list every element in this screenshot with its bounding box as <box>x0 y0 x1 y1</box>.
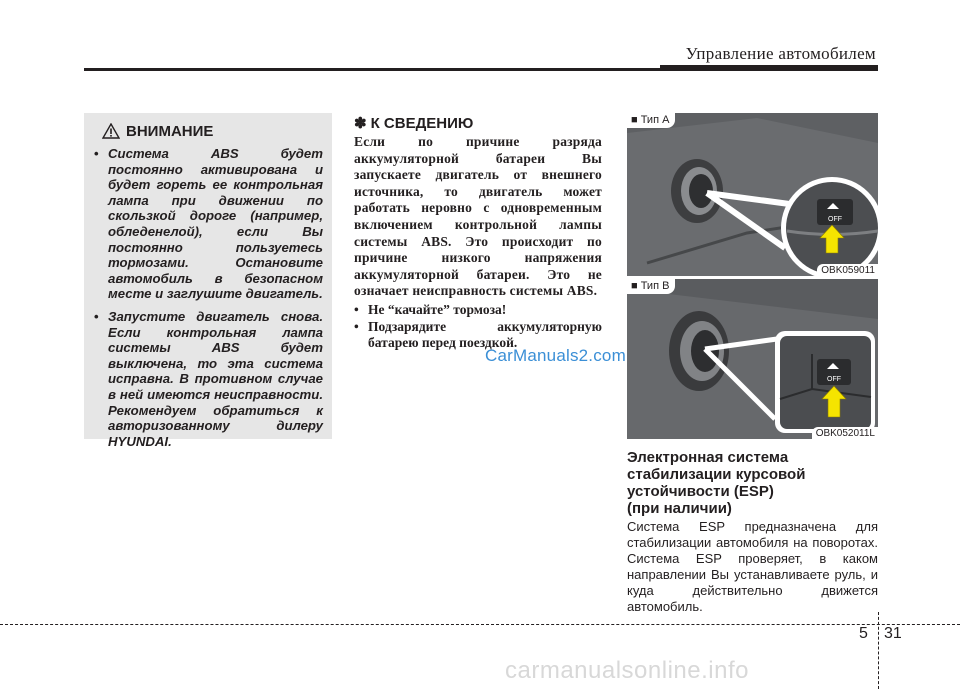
esp-off-label-b: OFF <box>827 376 841 383</box>
warning-triangle-icon <box>102 123 120 139</box>
warning-item: • Запустите двигатель снова. Если контрольная лампа системы ABS будет выключена, то эта система исправна. В противном случае в ней имеются неисправности. Рекомендуем обратиться к авторизованному дилеру HYUNDAI. <box>94 309 323 449</box>
page-number: 31 <box>884 625 902 642</box>
info-item: • Подзарядите аккумуляторную батарею перед поездкой. <box>354 319 602 352</box>
esp-title-line: устойчивости (ESP) <box>627 483 774 500</box>
esp-section-body: Система ESP предназначена для стабилизации автомобиля на поворотах. Система ESP проверяет, в каком направлении Вы устанавливаете руль, и куда действительно движется автомобиль. <box>627 519 878 614</box>
info-list <box>354 302 602 352</box>
header-rule-accent <box>660 65 878 71</box>
photo-code: OBK059011 <box>817 264 878 276</box>
photo-code: OBK052011L <box>812 427 878 439</box>
footer-vertical-divider <box>878 612 879 689</box>
warning-list <box>94 146 323 449</box>
asterisk-icon: ✽ <box>354 115 367 132</box>
esp-title-line: стабилизации курсовой <box>627 466 806 483</box>
esp-title-line: (при наличии) <box>627 500 732 517</box>
esp-section-title <box>627 449 878 517</box>
page-header-title: Управление автомобилем <box>685 44 876 63</box>
esp-button-photo-b <box>627 279 878 439</box>
warning-item: • Система ABS будет постоянно активирована и будет гореть ее контрольная лампа при движении по скользкой дороге (например, обледенелой), если Вы постоянно пользуетесь тормозами. Остановите автомобиль в безопасном месте и заглушите двигатель. <box>94 146 323 302</box>
photo-type-label: ■ Тип A <box>627 113 675 128</box>
esp-title-line: Электронная система <box>627 449 789 466</box>
photo-type-label: ■ Тип B <box>627 279 675 294</box>
info-section <box>354 113 602 352</box>
photo-type-a <box>627 113 878 276</box>
warning-heading-text: ВНИМАНИЕ <box>126 122 214 140</box>
esp-off-label-a: OFF <box>828 216 842 223</box>
footer-divider <box>0 624 960 625</box>
esp-button-photo-a <box>627 113 878 276</box>
section-number: 5 <box>859 625 868 642</box>
info-heading <box>354 113 602 133</box>
warning-heading <box>102 121 323 141</box>
warning-box <box>84 113 332 449</box>
bottom-watermark: carmanualsonline.info <box>505 657 749 684</box>
photo-type-b <box>627 279 878 439</box>
info-heading-text: К СВЕДЕНИЮ <box>370 114 474 132</box>
info-body: Если по причине разряда аккумуляторной батареи Вы запускаете двигатель от внешнего источника, то двигатель может работать неровно с одновременным включением контрольной лампы системы ABS. Это происходит по причине низкого напряжения аккумуляторной батареи. Это не означает неисправность системы ABS. <box>354 134 602 299</box>
info-item: • Не “качайте” тормоза! <box>354 302 602 319</box>
site-watermark: CarManuals2.com <box>485 346 626 365</box>
